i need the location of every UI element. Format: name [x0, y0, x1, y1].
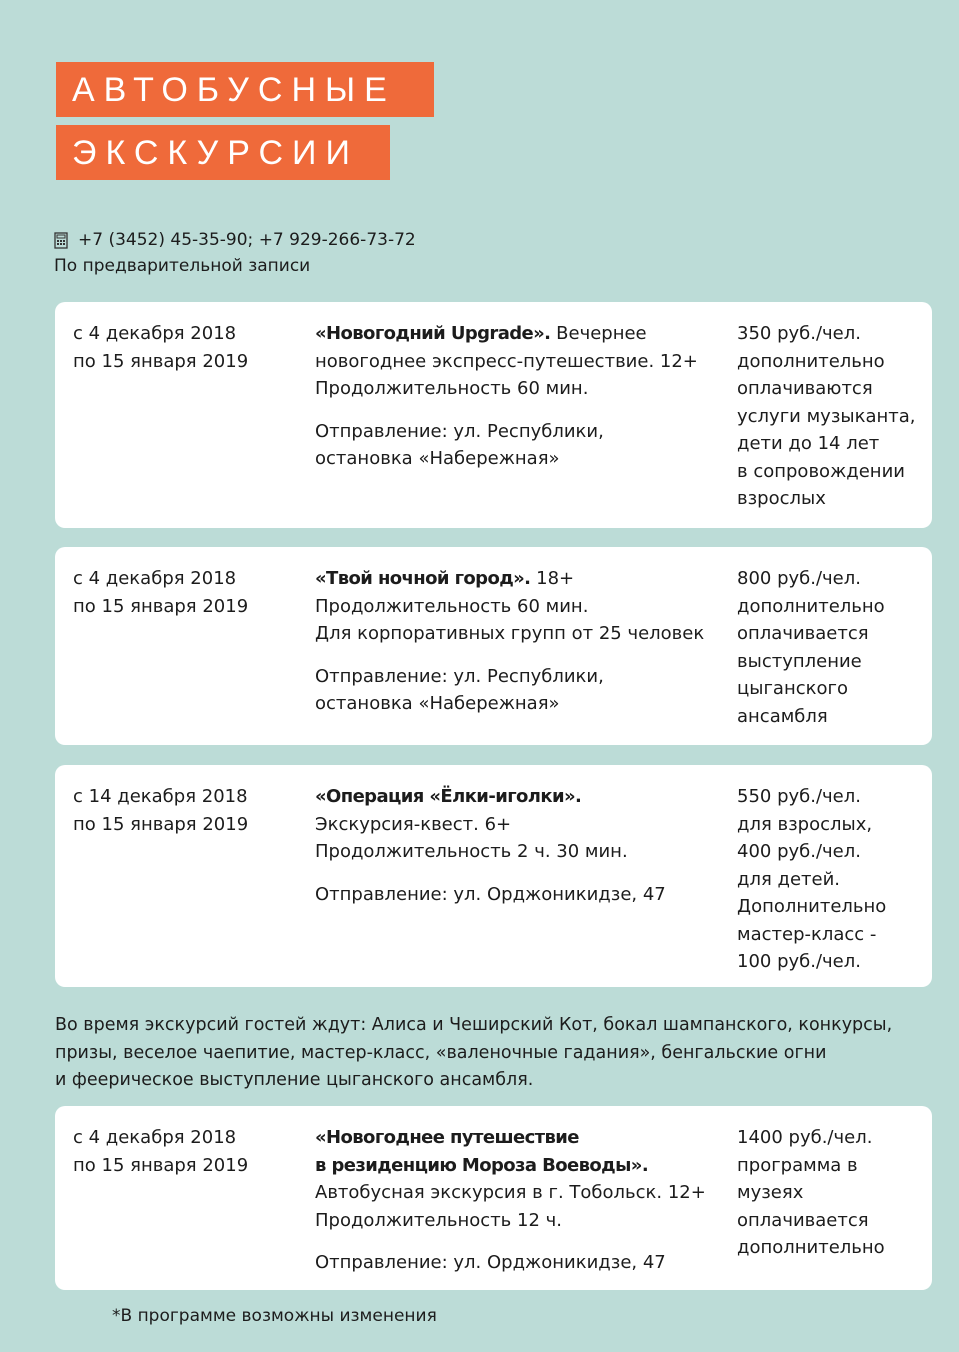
date-to: по 15 января 2019 — [73, 813, 249, 835]
desc-line: Продолжительность 2 ч. 30 мин. — [315, 841, 628, 862]
tour-description — [315, 565, 704, 718]
price-line: ансамбля — [737, 705, 828, 727]
tour-price — [737, 783, 886, 976]
price-line: услуги музыканта, — [737, 405, 916, 427]
price-line: для детей. — [737, 868, 840, 890]
price-line: в сопровождении — [737, 460, 905, 482]
price-line: 800 руб./чел. — [737, 568, 861, 589]
tour-name: «Новогоднее путешествие — [315, 1127, 579, 1148]
desc-line: Для корпоративных групп от 25 человек — [315, 623, 705, 644]
tour-card — [55, 765, 932, 987]
price-line: 100 руб./чел. — [737, 951, 861, 972]
price-line: оплачивается — [737, 1209, 869, 1231]
price-line: взрослых — [737, 488, 826, 509]
phone-contact — [54, 229, 416, 251]
departure-line: Отправление: ул. Орджоникидзе, 47 — [315, 1252, 666, 1273]
departure-line: Отправление: ул. Республики, — [315, 420, 604, 442]
price-line: для взрослых, — [737, 813, 873, 835]
tour-price — [737, 320, 916, 513]
tour-name: «Операция «Ёлки-иголки». — [315, 786, 582, 807]
price-line: дополнительно — [737, 350, 885, 372]
notice-line: и феерическое выступление цыганского ансамбля. — [55, 1070, 534, 1090]
tour-description — [315, 320, 698, 473]
price-line: 550 руб./чел. — [737, 786, 861, 807]
price-line: выступление — [737, 650, 862, 672]
phone-numbers: +7 (3452) 45-35-90; +7 929-266-73-72 — [78, 230, 416, 250]
tour-card — [55, 302, 932, 528]
price-line: оплачиваются — [737, 378, 873, 399]
title-line-1: АВТОБУСНЫЕ — [56, 62, 434, 117]
tour-dates — [73, 1124, 248, 1179]
tour-name: «Новогодний Upgrade». — [315, 323, 551, 344]
tour-dates — [73, 783, 248, 838]
price-line: Дополнительно — [737, 896, 887, 917]
title-line-2: ЭКСКУРСИИ — [56, 125, 390, 180]
notice-line: Во время экскурсий гостей ждут: Алиса и Чеширский Кот, бокал шампанского, конкурсы, — [55, 1015, 893, 1035]
phone-icon — [54, 232, 68, 249]
date-to: по 15 января 2019 — [73, 595, 249, 617]
desc-line: Вечернее — [556, 323, 647, 344]
date-from: с 4 декабря 2018 — [73, 323, 237, 344]
price-line: музеях — [737, 1182, 804, 1203]
date-from: с 4 декабря 2018 — [73, 568, 237, 589]
price-line: программа в — [737, 1154, 858, 1176]
date-to: по 15 января 2019 — [73, 350, 249, 372]
notice-line: призы, веселое чаепитие, мастер-класс, «валеночные гадания», бенгальские огни — [55, 1042, 827, 1063]
price-line: оплачивается — [737, 623, 869, 644]
price-line: дополнительно — [737, 595, 885, 617]
booking-note: По предварительной записи — [54, 256, 311, 276]
price-line: мастер-класс - — [737, 923, 877, 945]
desc-line: Автобусная экскурсия в г. Тобольск. 12+ — [315, 1182, 706, 1203]
date-to: по 15 января 2019 — [73, 1154, 249, 1176]
tour-card — [55, 1106, 932, 1290]
footnote: *В программе возможны изменения — [112, 1306, 437, 1326]
departure-line: Отправление: ул. Орджоникидзе, 47 — [315, 883, 666, 905]
departure-line: остановка «Набережная» — [315, 448, 560, 469]
desc-line: 18+ — [536, 568, 575, 589]
tour-dates — [73, 565, 248, 620]
tour-price — [737, 565, 885, 730]
departure-line: Отправление: ул. Республики, — [315, 665, 604, 687]
tour-description — [315, 783, 666, 908]
departure-line: остановка «Набережная» — [315, 693, 560, 714]
date-from: с 14 декабря 2018 — [73, 786, 248, 807]
desc-line: Продолжительность 60 мин. — [315, 378, 589, 399]
tour-name: в резиденцию Мороза Воеводы». — [315, 1154, 649, 1176]
price-line: цыганского — [737, 678, 848, 699]
program-notice — [55, 1012, 935, 1095]
tour-price — [737, 1124, 885, 1262]
tour-dates — [73, 320, 248, 375]
desc-line: новогоднее экспресс-путешествие. 12+ — [315, 350, 698, 372]
price-line: 1400 руб./чел. — [737, 1127, 873, 1148]
price-line: дополнительно — [737, 1237, 885, 1258]
date-from: с 4 декабря 2018 — [73, 1127, 237, 1148]
price-line: дети до 14 лет — [737, 433, 880, 454]
tour-name: «Твой ночной город». — [315, 568, 531, 589]
desc-line: Экскурсия-квест. 6+ — [315, 813, 512, 835]
tour-card — [55, 547, 932, 745]
price-line: 350 руб./чел. — [737, 323, 861, 344]
price-line: 400 руб./чел. — [737, 841, 861, 862]
tour-description — [315, 1124, 706, 1277]
desc-line: Продолжительность 12 ч. — [315, 1209, 562, 1231]
desc-line: Продолжительность 60 мин. — [315, 595, 589, 617]
